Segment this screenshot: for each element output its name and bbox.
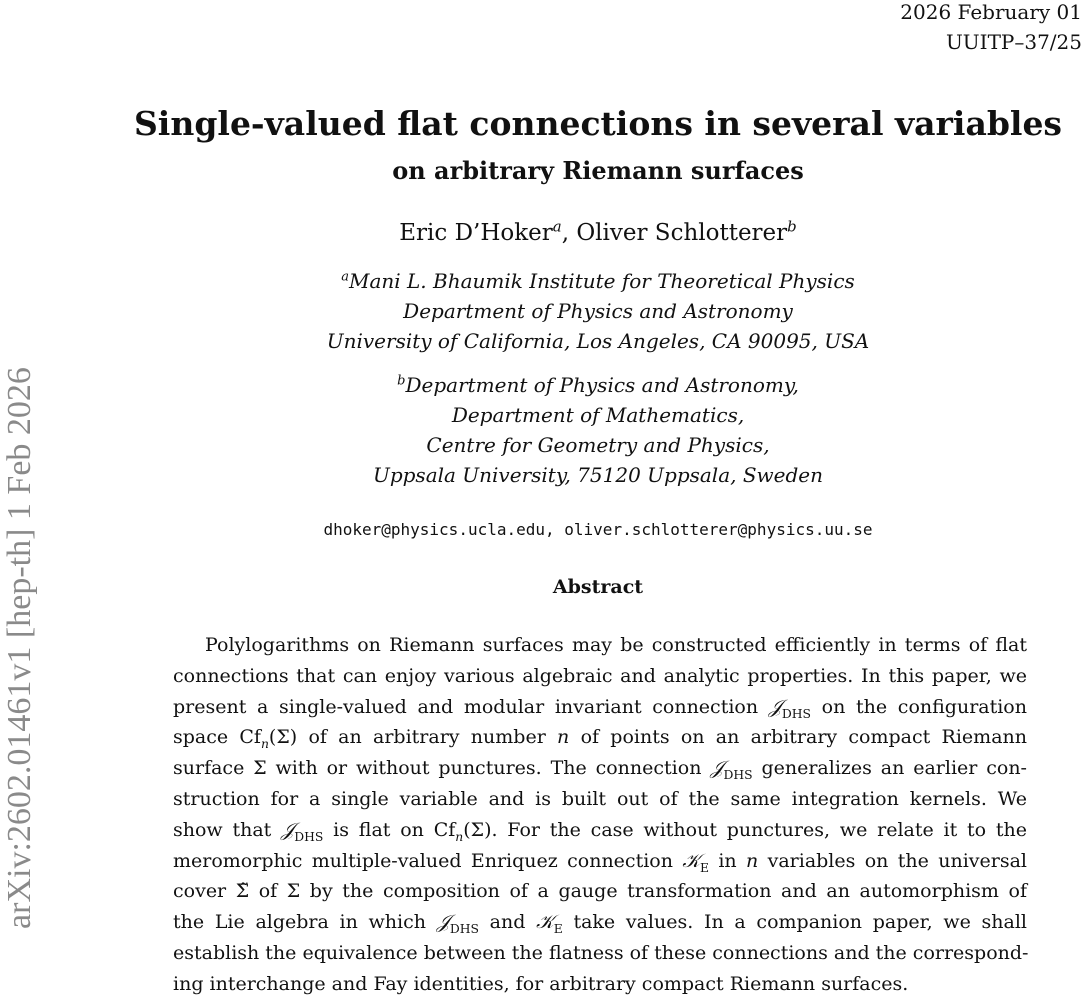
abstract-text: establish the equivalence between the flatness of these connections and the correspond- bbox=[173, 941, 1029, 964]
abstract-line bbox=[173, 784, 1027, 815]
abstract-text: take values. In a companion paper, we shall bbox=[562, 911, 1028, 934]
abstract-text: on the configuration bbox=[811, 695, 1027, 718]
abstract-line bbox=[173, 938, 1027, 969]
abstract-text: cover Σ̃ of Σ by the composition of a gauge transformation and an automorphism of bbox=[173, 880, 1027, 903]
affiliation-b bbox=[110, 370, 1086, 490]
math-symbol: 𝒥 bbox=[768, 695, 782, 718]
math-subscript: DHS bbox=[449, 921, 479, 936]
email-addresses: dhoker@physics.ucla.edu, oliver.schlotterer@physics.uu.se bbox=[323, 520, 873, 539]
math-subscript: n bbox=[455, 829, 464, 844]
affiliation-line: Centre for Geometry and Physics, bbox=[426, 433, 770, 457]
abstract-text: variables on the universal bbox=[758, 849, 1027, 872]
abstract-text: Polylogarithms on Riemann surfaces may be constructed efficiently in terms of flat bbox=[205, 634, 1027, 656]
abstract-text: struction for a single variable and is built out of the same integration kernels. We bbox=[173, 787, 1027, 810]
affiliation-line: Mani L. Bhaumik Institute for Theoretical Physics bbox=[348, 269, 855, 293]
math-subscript: E bbox=[699, 860, 709, 875]
author-list bbox=[110, 217, 1086, 246]
affiliation-line: Uppsala University, 75120 Uppsala, Sweden bbox=[372, 463, 824, 487]
abstract-heading: Abstract bbox=[552, 576, 644, 598]
author-mark: a bbox=[552, 217, 562, 236]
math-symbol: 𝒥 bbox=[281, 818, 295, 841]
abstract-text: generalizes an earlier con- bbox=[752, 757, 1027, 780]
affiliation-a bbox=[110, 266, 1086, 356]
affiliation-line: University of California, Los Angeles, CA 90095, USA bbox=[326, 329, 870, 353]
abstract-text: surface Σ with or without punctures. The connection bbox=[173, 757, 711, 780]
math-subscript: DHS bbox=[723, 767, 753, 782]
report-number: UUITP–37/25 bbox=[945, 30, 1082, 54]
abstract-text: show that bbox=[173, 818, 282, 841]
abstract-text: (Σ) of an arbitrary number bbox=[268, 726, 558, 749]
affiliation-line: Department of Mathematics, bbox=[451, 403, 745, 427]
abstract-text: of points on an arbitrary compact Riemann bbox=[569, 726, 1027, 749]
abstract-line bbox=[173, 753, 1027, 784]
affiliation-line: Department of Physics and Astronomy bbox=[403, 299, 793, 323]
abstract-text: meromorphic multiple-valued Enriquez connection bbox=[173, 849, 683, 872]
math-subscript: DHS bbox=[294, 829, 324, 844]
abstract-text: is flat on Cf bbox=[323, 818, 456, 841]
abstract-line bbox=[173, 661, 1027, 692]
abstract-body bbox=[173, 630, 1027, 1000]
author-name: Eric D’Hoker bbox=[399, 220, 553, 246]
date: 2026 February 01 bbox=[900, 0, 1082, 24]
author-name: Oliver Schlotterer bbox=[576, 220, 788, 246]
math-symbol: 𝒦 bbox=[682, 849, 700, 872]
affiliation-mark: a bbox=[341, 269, 349, 285]
math-symbol: n bbox=[557, 726, 570, 749]
affiliation-line: Department of Physics and Astronomy, bbox=[405, 373, 799, 397]
abstract-line bbox=[173, 876, 1027, 907]
author-mark: b bbox=[787, 217, 797, 236]
arxiv-stamp: arXiv:2602.01461v1 [hep-th] 1 Feb 2026 bbox=[1, 367, 38, 929]
abstract-line bbox=[173, 969, 1027, 1000]
abstract-text: (Σ). For the case without punctures, we relate it to the bbox=[463, 818, 1028, 841]
paper-title: Single-valued flat connections in several variables bbox=[133, 104, 1063, 143]
abstract-text: ing interchange and Fay identities, for arbitrary compact Riemann surfaces. bbox=[173, 972, 909, 995]
math-symbol: 𝒥 bbox=[710, 757, 724, 780]
math-subscript: DHS bbox=[781, 706, 811, 721]
abstract-line bbox=[173, 846, 1027, 877]
abstract-text: the Lie algebra in which bbox=[173, 911, 437, 934]
author-separator: , bbox=[561, 220, 577, 246]
affiliation-mark: b bbox=[397, 373, 406, 389]
abstract-line bbox=[173, 630, 1027, 661]
abstract-text: present a single-valued and modular invariant connection bbox=[173, 695, 769, 718]
abstract-text: and bbox=[478, 911, 537, 934]
math-symbol: n bbox=[746, 849, 759, 872]
abstract-text: in bbox=[708, 849, 746, 872]
abstract-text: space Cf bbox=[173, 726, 261, 749]
math-symbol: 𝒥 bbox=[436, 911, 450, 934]
abstract-line bbox=[173, 722, 1027, 753]
abstract-line bbox=[173, 815, 1027, 846]
paper-subtitle: on arbitrary Riemann surfaces bbox=[392, 156, 804, 185]
abstract-line bbox=[173, 692, 1027, 723]
math-symbol: 𝒦 bbox=[536, 911, 554, 934]
abstract-line bbox=[173, 907, 1027, 938]
math-subscript: n bbox=[260, 737, 269, 752]
abstract-text: connections that can enjoy various algebraic and analytic properties. In this paper, we bbox=[173, 664, 1027, 687]
math-subscript: E bbox=[553, 921, 563, 936]
